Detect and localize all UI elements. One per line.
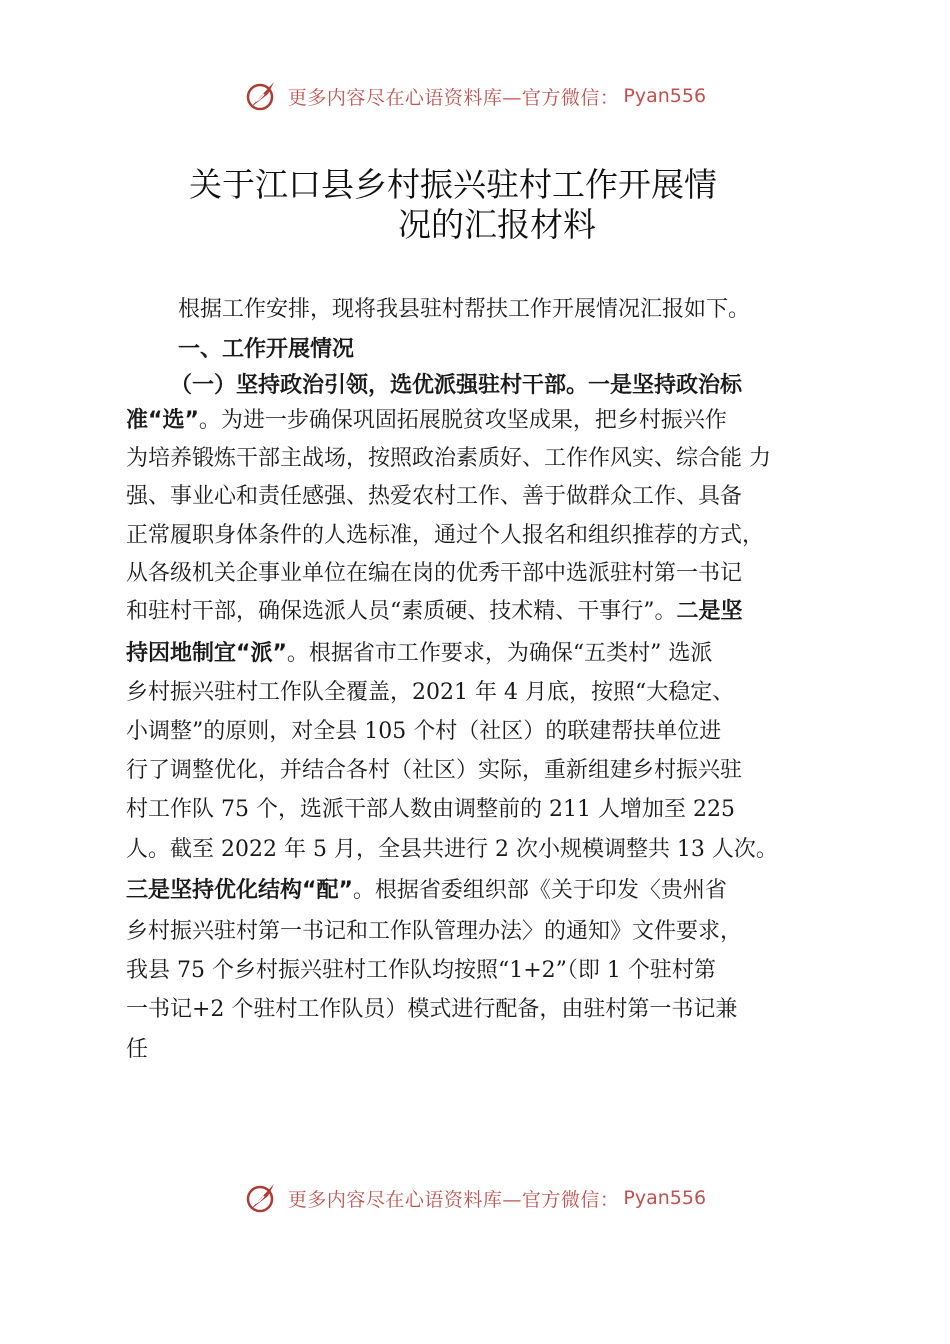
body-text: 。根据省市工作要求，为确保“五类村” 选派 <box>286 641 713 666</box>
quill-logo-icon <box>244 1180 280 1216</box>
banner-text: 更多内容尽在心语资料库—官方微信： <box>287 86 620 109</box>
point-two-heading-cont: 持因地制宜“派” <box>126 641 287 666</box>
body-line-17: 一书记+2 个驻村工作队员）模式进行配备，由驻村第一书记兼 <box>126 997 738 1022</box>
body-line-7 <box>126 594 831 630</box>
body-line-10: 小调整”的原则，对全县 105 个村（社区）的联建帮扶单位进 <box>126 719 722 744</box>
subsection-heading: （一）坚持政治引领，选优派强驻村干部。 <box>170 373 589 398</box>
point-one-heading-cont: 准“选” <box>126 408 199 433</box>
body-text: 。为进一步确保巩固拓展脱贫攻坚成果，把乡村振兴作 <box>198 408 727 433</box>
point-three-heading: 三是坚持优化结构“配” <box>126 878 353 903</box>
banner-wechat-id: Pyan556 <box>623 1187 707 1209</box>
body-line-15: 乡村振兴驻村第一书记和工作队管理办法〉的通知》文件要求， <box>126 919 743 944</box>
body-line-11: 行了调整优化，并结合各村（社区）实际，重新组建乡村振兴驻 <box>126 758 743 783</box>
body-text: 。根据省委组织部《关于印发〈贵州省 <box>352 878 727 903</box>
body-line-2 <box>126 403 831 439</box>
body-line-18: 任 <box>126 1037 149 1062</box>
document-title-line-2: 况的汇报材料 <box>398 205 596 244</box>
body-line-3: 为培养锻炼干部主战场，按照政治素质好、工作作风实、综合能 力 <box>126 446 771 471</box>
body-line-8 <box>126 636 831 672</box>
intro-paragraph: 根据工作安排，现将我县驻村帮扶工作开展情况汇报如下。 <box>178 297 751 322</box>
header-banner <box>0 74 950 118</box>
body-line-14 <box>126 873 831 909</box>
banner-wechat-id: Pyan556 <box>623 85 707 107</box>
document-title-line-1: 关于江口县乡村振兴驻村工作开展情 <box>189 165 717 204</box>
section-heading: 一、工作开展情况 <box>178 337 355 362</box>
body-text: 和驻村干部，确保选派人员“素质硬、技术精、干事行”。 <box>126 599 677 624</box>
banner-text: 更多内容尽在心语资料库—官方微信： <box>287 1188 620 1211</box>
body-line-4: 强、事业心和责任感强、热爱农村工作、善于做群众工作、具备 <box>126 484 743 509</box>
point-one-heading: 一是坚持政治标 <box>588 373 743 398</box>
quill-logo-icon <box>244 78 280 114</box>
body-line-6: 从各级机关企事业单位在编在岗的优秀干部中选派驻村第一书记 <box>126 561 743 586</box>
point-two-heading: 二是坚 <box>676 599 743 624</box>
body-line-13: 人。截至 2022 年 5 月，全县共进行 2 次小规模调整共 13 人次。 <box>126 837 778 862</box>
footer-banner <box>0 1176 950 1220</box>
body-line-12: 村工作队 75 个，选派干部人数由调整前的 211 人增加至 225 <box>126 797 735 822</box>
body-line-9: 乡村振兴驻村工作队全覆盖，2021 年 4 月底，按照“大稳定、 <box>126 680 735 705</box>
body-line-1 <box>170 368 834 404</box>
body-line-16: 我县 75 个乡村振兴驻村工作队均按照“1+2”（即 1 个驻村第 <box>126 958 716 983</box>
body-line-5: 正常履职身体条件的人选标准，通过个人报名和组织推荐的方式， <box>126 523 765 548</box>
